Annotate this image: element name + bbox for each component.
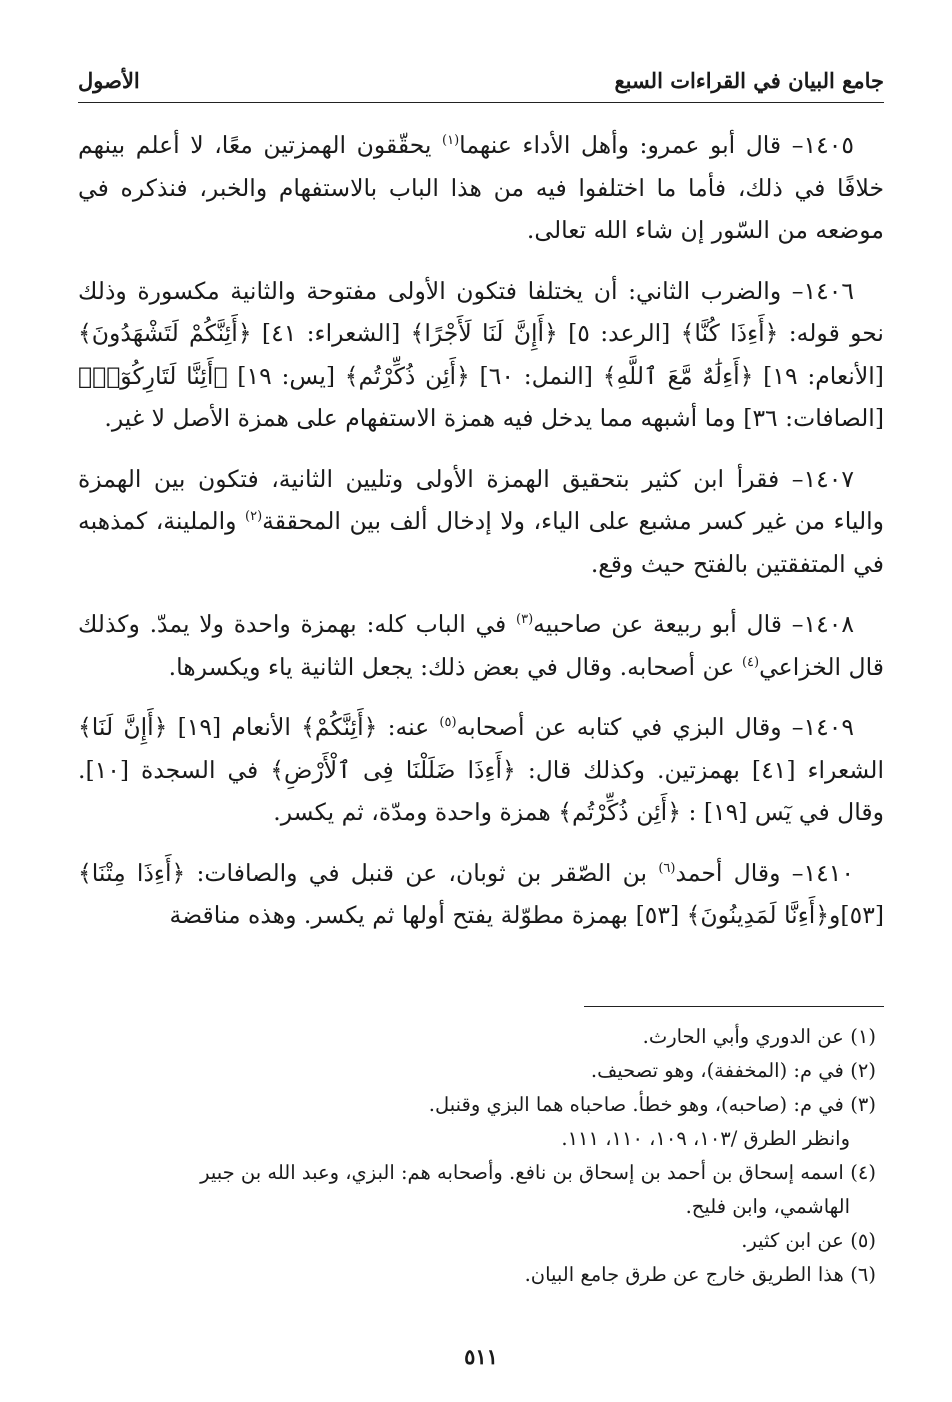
paragraph-number: ١٤٠٧– [791,464,854,493]
paragraph-number: ١٤١٠– [791,858,854,887]
paragraph-text: والضرب الثاني: أن يختلفا فتكون الأولى مفتوحة والثانية مكسورة وذلك نحو قوله: [78,276,884,347]
footnote-number: (٣) [850,1093,876,1116]
paragraph-text: وقال البزي في كتابه عن أصحابه [456,713,782,741]
paragraph-text: همزة واحدة ومدّة، ثم يكسر. [273,798,551,826]
paragraph-text: عنه: [387,713,430,741]
quran-quote: ﴿أَئِنَّكُمْ لَتَشْهَدُونَ﴾ [78,319,252,347]
page [78,62,884,1382]
footnote-3 [78,1088,884,1122]
paragraph-text: يحقّقون الهمزتين معًا، لا أعلم بينهم خلافًا في ذلك، فأما ما اختلفوا فيه من هذا الباب بالاستفهام والخبر، فنذكره في موضعه من السّور إن شاء الله تعالى. [78,131,884,244]
verse-reference: [٥٣] [635,901,680,929]
footnotes [78,1020,884,1292]
quran-quote: ﴿أَإِنَّ لَنَا لَأَجْرًا﴾ [410,319,558,347]
footnote-ref[interactable]: (٢) [245,509,263,525]
verse-reference: الشعراء [٤١] [751,755,884,784]
quran-quote: ﴿أَءِذَا كُنَّا﴾ [680,319,779,347]
footnote-text: عن ابن كثير. [741,1229,844,1252]
paragraph-text: و [829,901,841,929]
footnote-text: عن الدوري وأبي الحارث. [642,1025,844,1048]
paragraph-text: وما أشبهه مما يدخل فيه همزة الاستفهام على همزة الأصل لا غير. [104,404,736,432]
footnote-5 [78,1224,884,1258]
footnote-ref[interactable]: (٤) [741,654,760,670]
paragraph-text: قال أبو عمرو: وأهل الأداء عنهما [459,131,782,159]
footnote-number: (٢) [850,1059,876,1082]
book-title: جامع البيان في القراءات السبع [614,68,884,93]
paragraph-1406 [78,270,884,440]
paragraph-number: ١٤٠٦– [791,276,854,305]
footnote-number: (٥) [850,1229,876,1252]
verse-reference: [الصافات: ٣٦] [743,404,884,432]
footnote-text: اسمه إسحاق بن أحمد بن إسحاق بن نافع. وأصحابه هم: البزي، وعبد الله بن جبير [200,1161,844,1184]
paragraph-number: ١٤٠٨– [791,610,854,638]
footnote-4 [78,1156,884,1190]
footnote-ref[interactable]: (١) [442,133,460,149]
paragraph-text: بن الصّقر بن ثوبان، عن قنبل في والصافات: [196,858,648,887]
paragraph-text: عن أصحابه. وقال في بعض ذلك: يجعل الثانية ياء ويكسرها. [168,652,735,681]
verse-reference: [٥٣] [840,901,884,929]
quran-quote: ﴿أَءِنَّا لَمَدِينُونَ﴾ [686,901,830,929]
footnote-number: (٦) [850,1263,876,1286]
paragraph-text: والملينة، كمذهبه في المتفقتين بالفتح حيث وقع. [78,507,884,578]
paragraph-text: في الباب كله: بهمزة واحدة ولا يمدّ. وكذلك قال الخزاعي [78,610,884,681]
footnote-rule [584,1006,884,1007]
footnote-ref[interactable]: (٣) [516,612,534,628]
paragraph-1410 [78,852,884,937]
paragraph-text: قال أبو ربيعة عن صاحبيه [533,610,782,638]
footnote-ref[interactable]: (٦) [658,860,676,876]
verse-reference: [الرعد: ٥] [568,319,671,347]
quran-quote: ﴿أَئِن ذُكِّرْتُم﴾ [344,361,470,390]
quran-quote: ﴿أَئِن ذُكِّرْتُم﴾ [558,798,681,826]
paragraph-1408 [78,603,884,688]
footnote-text: هذا الطريق خارج عن طرق جامع البيان. [524,1263,844,1286]
running-header [78,62,884,100]
paragraph-1407 [78,458,884,586]
header-rule [78,102,884,103]
paragraph-1409 [78,706,884,834]
quran-quote: ﴿أَئِنَّا لَتَارِكُوٓا۟﴾ [78,361,228,390]
verse-reference: [يس: ١٩] [237,361,336,390]
quran-quote: ﴿أَإِنَّ لَنَا﴾ [78,713,168,741]
footnote-6 [78,1258,884,1292]
quran-quote: ﴿أَئِنَّكُمْ﴾ [301,713,378,741]
quran-quote: ﴿أَءِذَا ضَلَلْنَا فِى ٱلْأَرْضِ﴾ [270,755,516,784]
paragraph-text: بهمزة مطوّلة يفتح أولها ثم يكسر. وهذه مناقضة [169,901,629,929]
footnote-number: (٤) [850,1161,876,1184]
paragraph-text: في السجدة [١٠]. وقال في يٓس [١٩] : [78,755,884,826]
footnote-ref[interactable]: (٥) [439,715,457,731]
verse-reference: الأنعام [١٩] [177,713,291,741]
quran-quote: ﴿أَءِلَٰهٌ مَّعَ ٱللَّهِ﴾ [602,361,754,390]
section-title: الأصول [78,68,140,93]
body-text [78,124,884,955]
paragraph-number: ١٤٠٥– [791,131,854,159]
paragraph-1405 [78,124,884,252]
footnote-text: في م: (المخففة)، وهو تصحيف. [590,1059,844,1082]
footnote-1 [78,1020,884,1054]
footnote-3-continued: وانظر الطرق /١٠٣، ١٠٩، ١١٠، ١١١. [561,1127,850,1150]
verse-reference: [النمل: ٦٠] [479,361,593,390]
footnote-4-continued: الهاشمي، وابن فليح. [685,1195,850,1218]
footnote-text: في م: (صاحبه)، وهو خطأ. صاحباه هما البزي وقنبل. [428,1093,844,1116]
verse-reference: [الأنعام: ١٩] [763,361,884,390]
quran-quote: ﴿أَءِذَا مِتْنَا﴾ [78,858,186,887]
paragraph-text: وقال أحمد [675,858,781,887]
verse-reference: [الشعراء: ٤١] [261,319,401,347]
page-number: ٥١١ [464,1344,498,1369]
paragraph-number: ١٤٠٩– [791,713,854,741]
footnote-2 [78,1054,884,1088]
paragraph-text: بهمزتين. وكذلك قال: [527,755,740,784]
paragraph-text: فقرأ ابن كثير بتحقيق الهمزة الأولى وتليين الثانية، فتكون بين الهمزة والياء من غير كسر مشبع على الياء، ولا إدخال ألف بين المحققة [78,464,884,535]
footnote-number: (١) [850,1025,876,1048]
